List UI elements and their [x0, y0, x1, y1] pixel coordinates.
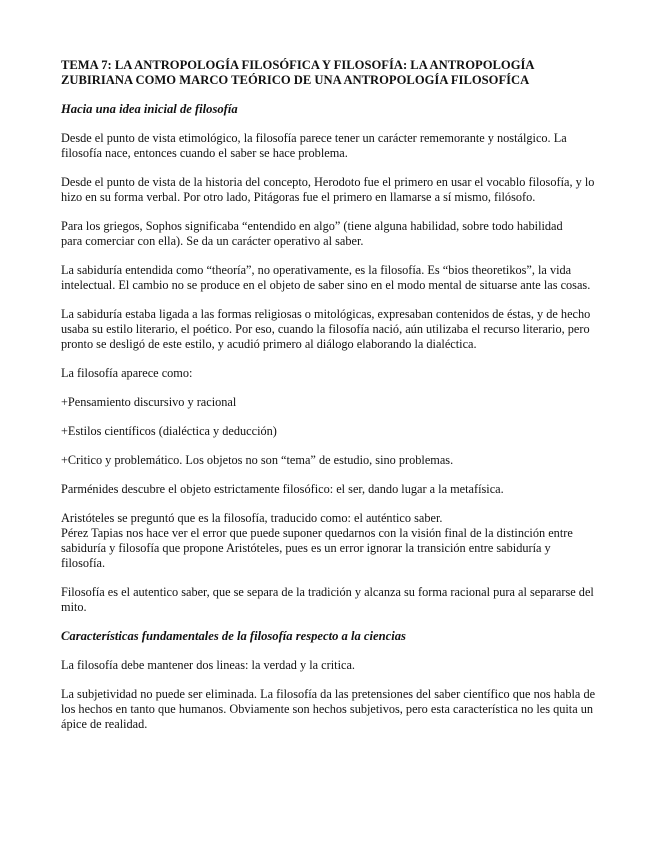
paragraph-griegos-sophos-line1: Para los griegos, Sophos significaba “entendido en algo” (tiene alguna habilidad, sobre todo habilidad [61, 219, 563, 233]
section-heading-caracteristicas: Características fundamentales de la filosofía respecto a la ciencias [61, 629, 406, 643]
list-item-estilos: +Estilos científicos (dialéctica y deducción) [61, 424, 277, 438]
paragraph-dos-lineas: La filosofía debe mantener dos lineas: la verdad y la critica. [61, 658, 355, 672]
paragraph-perez-tapias: Pérez Tapias nos hace ver el error que puede suponer quedarnos con la visión final de la distinción entre sabiduría y filosofía que propone Aristóteles, pues es un error ignorar la transición entre sabiduría y filosofía. [61, 526, 573, 570]
paragraph-theoria [61, 263, 597, 293]
paragraph-griegos-sophos [61, 219, 597, 249]
paragraph-autentico-saber: Filosofía es el autentico saber, que se separa de la tradición y alcanza su forma racional pura al separarse del mito. [61, 585, 594, 614]
paragraph-subjetividad: La subjetividad no puede ser eliminada. La filosofía da las pretensiones del saber científico que nos habla de los hechos en tanto que humanos. Obviamente son hechos subjetivos, pero esta característica no les quita un ápice de realidad. [61, 687, 596, 731]
list-item-critico: +Critico y problemático. Los objetos no son “tema” de estudio, sino problemas. [61, 453, 454, 467]
section-heading-idea-inicial: Hacia una idea inicial de filosofía [61, 102, 238, 116]
list-item-pensamiento: +Pensamiento discursivo y racional [61, 395, 237, 409]
paragraph-sabiduria-mitologia: La sabiduría estaba ligada a las formas religiosas o mitológicas, expresaban contenidos de éstas, y de hecho usaba su estilo literario, el poético. Por eso, cuando la filosofía nació, aún utilizaba el recurso literario, pero pronto se desligó de este estilo, y acudió primero al diálogo elaborando la dialéctica. [61, 307, 591, 351]
paragraph-theoria-rest: intelectual. El cambio no se produce en el objeto de saber sino en el modo mental de situarse ante las cosas. [61, 278, 591, 292]
paragraph-etimologia: Desde el punto de vista etimológico, la filosofía parece tener un carácter rememorante y nostálgico. La filosofía nace, entonces cuando el saber se hace problema. [61, 131, 567, 160]
paragraph-historia-concepto: Desde el punto de vista de la historia del concepto, Herodoto fue el primero en usar el vocablo filosofía, y lo hizo en su forma verbal. Por otro lado, Pitágoras fue el primero en llamarse a sí mismo, filósofo. [61, 175, 595, 204]
paragraph-filosofia-aparece: La filosofía aparece como: [61, 366, 193, 380]
paragraph-parmenides: Parménides descubre el objeto estrictamente filosófico: el ser, dando lugar a la metafísica. [61, 482, 504, 496]
paragraph-griegos-sophos-rest: para comerciar con ella). Se da un carácter operativo al saber. [61, 234, 364, 248]
paragraph-aristoteles: Aristóteles se preguntó que es la filosofía, traducido como: el auténtico saber. [61, 511, 443, 525]
paragraph-theoria-line1: La sabiduría entendida como “theoría”, no operativamente, es la filosofía. Es “bios theoretikos”, la vida [61, 263, 572, 277]
document-title: TEMA 7: LA ANTROPOLOGÍA FILOSÓFICA Y FILOSOFÍA: LA ANTROPOLOGÍA ZUBIRIANA COMO MARCO TEÓRICO DE UNA ANTROPOLOGÍA FILOSOFÍCA [61, 58, 534, 87]
